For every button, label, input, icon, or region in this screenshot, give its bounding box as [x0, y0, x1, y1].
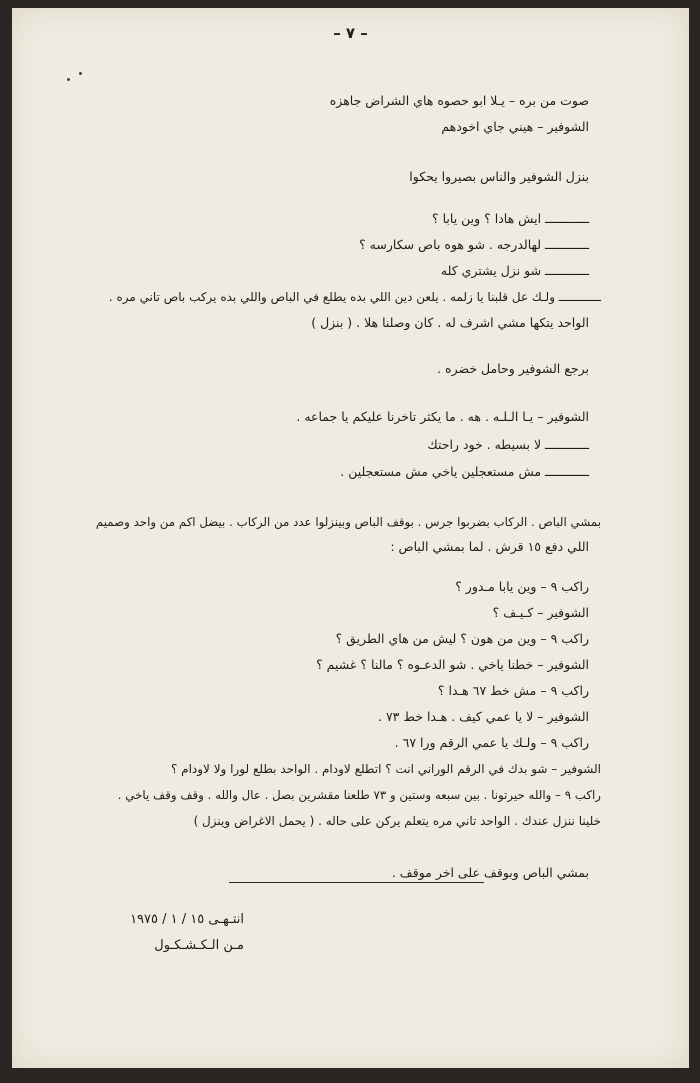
script-line: راكب ٩ – والله حيرتونا . بين سبعه وستين و ٧٣ طلعنا مقشرين بصل . عال والله . وقف وقف ياخي .: [117, 788, 601, 802]
ink-specks: [67, 70, 97, 90]
script-line: راكب ٩ – مش خط ٦٧ هـدا ؟: [437, 683, 589, 698]
stage-direction: بمشي الباص . الركاب بضربوا جرس . بوقف الباص وبينزلوا عدد من الركاب . بيضل اكم من واحد وصميم: [95, 515, 601, 529]
author-signature: مـن الـكـشـكـول: [154, 938, 244, 953]
script-line: ــــــــــــ لهالدرجه . شو هوه باص سكارسه ؟: [359, 237, 589, 252]
script-line: الشوفير – هيني جاي اخودهم: [441, 119, 589, 134]
script-line: الشوفير – يـا الـلـه . هه . ما يكثر تاخرنا عليكم يا جماعه .: [296, 409, 589, 424]
script-line: راكب ٩ – وين من هون ؟ ليش من هاي الطريق ؟: [335, 631, 589, 646]
script-line: الشوفير – شو بدك في الرقم الوراني انت ؟ اتطلع لاودام . الواحد بطلع لورا ولا لاودام ؟: [170, 762, 601, 776]
divider-line: [229, 882, 484, 883]
page-number: – ٧ –: [333, 24, 368, 42]
script-line: صوت من بره – يـلا ابو حصوه هاي الشراض جاهزه: [329, 93, 589, 108]
end-date: انتـهـى ١٥ / ١ / ١٩٧٥: [130, 912, 244, 927]
script-line: ــــــــــــ لا بسيطه . خود راحتك: [427, 437, 589, 452]
stage-direction: برجع الشوفير وحامل خضره .: [437, 361, 589, 376]
script-line: خلينا ننزل عندك . الواحد تاني مره يتعلم يركن على حاله . ( يحمل الاغراض وينزل ): [193, 814, 601, 828]
script-line: الشوفير – خطنا ياخي . شو الدعـوه ؟ مالنا ؟ غشيم ؟: [316, 657, 589, 672]
script-line: ــــــــــــ شو نزل يشتري كله: [440, 263, 589, 278]
stage-direction: بمشي الباص وبوقف على اخر موقف .: [391, 865, 589, 880]
script-line: ــــــــــــ ولـك عل قلبنا يا زلمه . يلعن دين اللي بده يطلع في الباص واللي بده يركب باص تاني مره .: [108, 290, 601, 304]
stage-direction: بنزل الشوفير والناس بصيروا يحكوا: [409, 169, 589, 184]
script-line: الشوفير – لا يا عمي كيف . هـدا خط ٧٣ .: [378, 709, 589, 724]
script-line: راكب ٩ – وين يابا مـدور ؟: [455, 579, 589, 594]
script-line: ــــــــــــ مش مستعجلين ياخي مش مستعجلين .: [340, 464, 589, 479]
script-line: الواحد يتكها مشي اشرف له . كان وصلنا هلا . ( بنزل ): [311, 315, 589, 330]
document-page: [12, 8, 689, 1068]
script-line: الشوفير – كـيـف ؟: [492, 605, 589, 620]
script-line: ــــــــــــ ايش هادا ؟ وين يابا ؟: [432, 211, 589, 226]
stage-direction: اللي دفع ١٥ قرش . لما بمشي الباص :: [390, 539, 589, 554]
script-line: راكب ٩ – ولـك يا عمي الرقم ورا ٦٧ .: [394, 735, 589, 750]
